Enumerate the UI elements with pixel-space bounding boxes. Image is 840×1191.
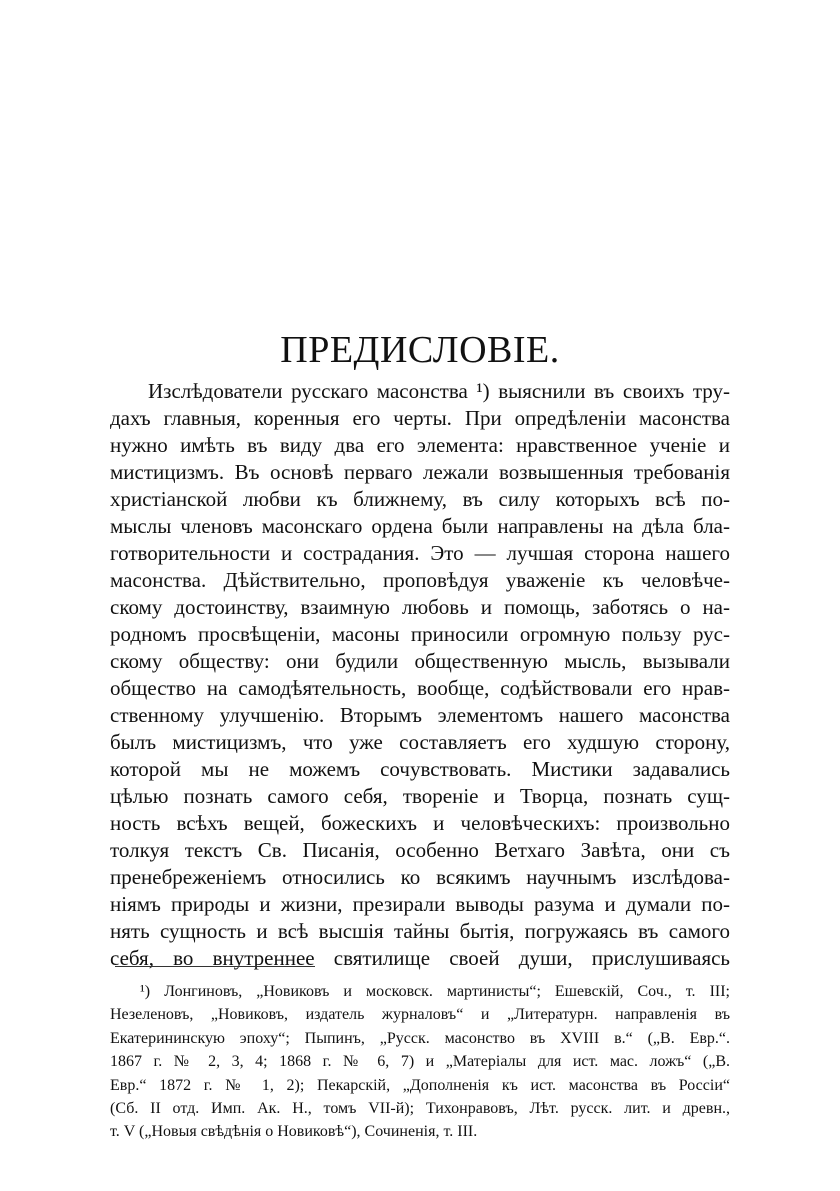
body-line: родномъ просвѣщенiи, масоны приносили огромную пользу рус- [110, 622, 730, 646]
body-line: толкуя текстъ Св. Писанiя, особенно Ветхаго Завѣта, они съ [110, 838, 730, 862]
footnote-line: 1867 г. № 2, 3, 4; 1868 г. № 6, 7) и „Матерiалы для ист. мас. ложъ“ („В. [110, 1053, 730, 1071]
footnote-line: т. V („Новыя свѣдѣнiя о Новиковѣ“), Сочиненiя, т. III. [110, 1123, 478, 1141]
body-line: нять сущность и всѣ высшiя тайны бытiя, погружаясь въ самого [110, 919, 730, 943]
footnote [110, 980, 730, 1144]
body-line: общество на самодѣятельность, вообще, содѣйствовали его нрав- [110, 676, 730, 700]
body-line: мыслы членовъ масонскаго ордена были направлены на дѣла бла- [110, 514, 730, 538]
body-line: дахъ главныя, коренныя его черты. При опредѣленiи масонства [110, 406, 730, 430]
body-line: скому достоинству, взаимную любовь и помощь, заботясь о на- [110, 595, 730, 619]
body-line: себя, во внутреннее святилище своей души, прислушиваясь [110, 946, 730, 970]
footnote-separator [115, 966, 315, 967]
body-line: былъ мистицизмъ, что уже составляетъ его худшую сторону, [110, 730, 730, 754]
body-line: которой мы не можемъ сочувствовать. Мистики задавались [110, 757, 730, 781]
footnote-line: Екатерининскую эпоху“; Пыпинъ, „Русск. масонство въ XVIII в.“ („В. Евр.“. [110, 1029, 730, 1047]
page-title: ПРЕДИСЛОВIЕ. [280, 329, 560, 371]
body-line: цѣлью познать самого себя, творенiе и Творца, познать сущ- [110, 784, 730, 808]
body-line: масонства. Дѣйствительно, проповѣдуя уваженiе къ человѣче- [110, 568, 730, 592]
body-line: нiямъ природы и жизни, презирали выводы разума и думали по- [110, 892, 730, 916]
body-line: мистицизмъ. Въ основѣ перваго лежали возвышенныя требованiя [110, 460, 730, 484]
footnote-line: ¹) Лонгиновъ, „Новиковъ и московск. мартинисты“; Ешевскiй, Соч., т. III; [140, 983, 730, 1000]
footnote-line: Незеленовъ, „Новиковъ, издатель журналовъ“ и „Литературн. направленiя въ [110, 1006, 730, 1024]
body-line: готворительности и сострадания. Это — лучшая сторона нашего [110, 541, 730, 565]
body-line: Изслѣдователи русскаго масонства ¹) выяснили въ своихъ тру- [148, 379, 730, 403]
body-line: ность всѣхъ вещей, божескихъ и человѣческихъ: произвольно [110, 811, 730, 835]
preface-body [110, 378, 730, 972]
body-line: ственному улучшенiю. Вторымъ элементомъ нашего масонства [110, 703, 730, 727]
footnote-line: (Сб. II отд. Имп. Ак. Н., томъ VII-й); Тихонравовъ, Лѣт. русск. лит. и древн., [110, 1099, 730, 1117]
body-line: пренебреженiемъ относились ко всякимъ научнымъ изслѣдова- [110, 865, 730, 889]
body-line: нужно имѣть въ виду два его элемента: нравственное ученiе и [110, 433, 730, 457]
body-line: скому обществу: они будили общественную мысль, вызывали [110, 649, 730, 673]
footnote-line: Евр.“ 1872 г. № 1, 2); Пекарскiй, „Дополненiя къ ист. масонства въ Россiи“ [110, 1076, 730, 1094]
body-line: христiанской любви къ ближнему, въ силу которыхъ всѣ по- [110, 487, 730, 511]
